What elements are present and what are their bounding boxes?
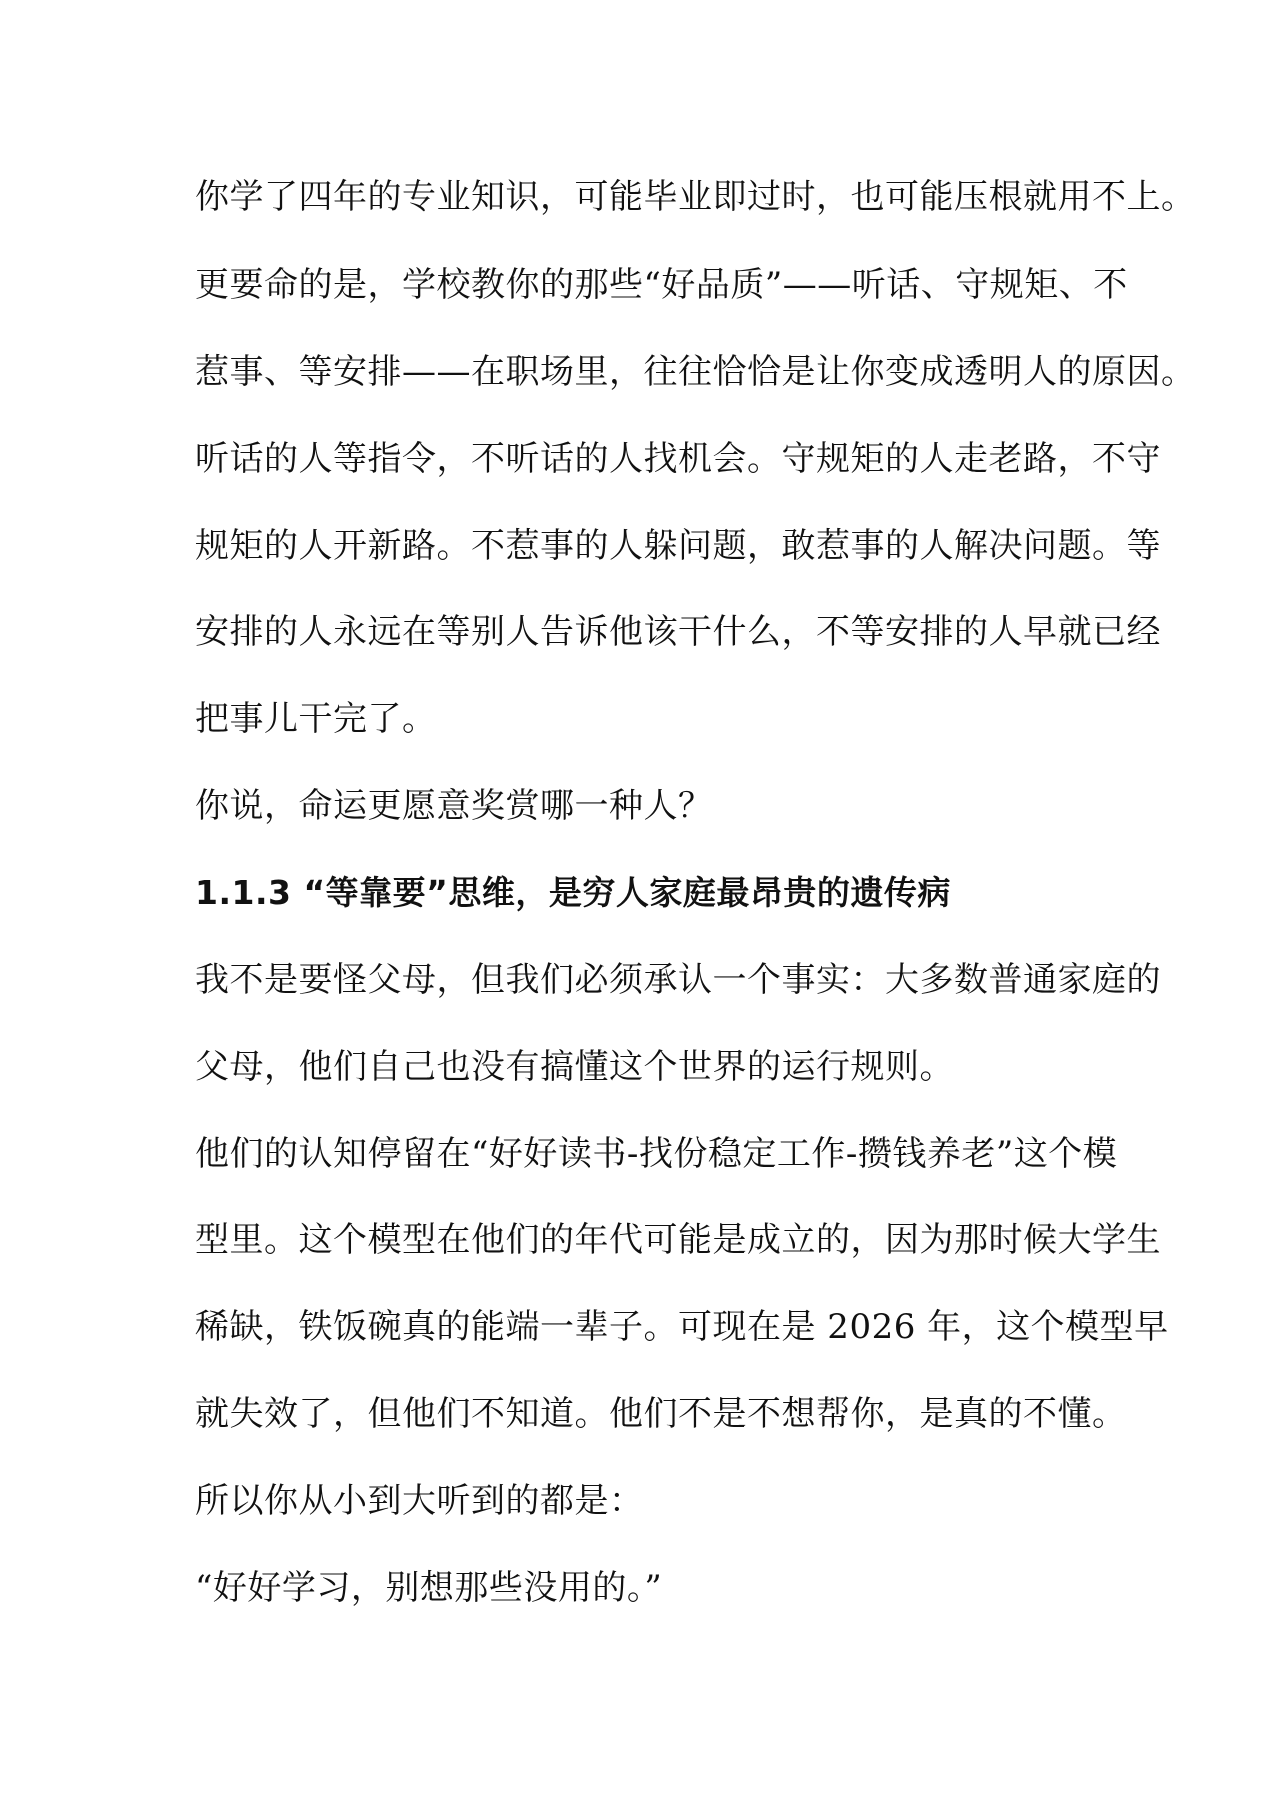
paragraph-line: 把事儿干完了。 <box>195 699 437 739</box>
paragraph-line: 就失效了，但他们不知道。他们不是不想帮你，是真的不懂。 <box>195 1394 1127 1434</box>
paragraph-line: 安排的人永远在等别人告诉他该干什么，不等安排的人早就已经 <box>195 612 1161 652</box>
paragraph-line: 听话的人等指令，不听话的人找机会。守规矩的人走老路，不守 <box>195 439 1161 479</box>
paragraph-line: 父母，他们自己也没有搞懂这个世界的运行规则。 <box>195 1047 954 1087</box>
paragraph-line: 你学了四年的专业知识，可能毕业即过时，也可能压根就用不上。 <box>195 177 1196 217</box>
section-heading: 1.1.3 “等靠要”思维，是穷人家庭最昂贵的遗传病 <box>195 873 951 912</box>
paragraph-line: 更要命的是，学校教你的那些“好品质”——听话、守规矩、不 <box>195 265 1128 305</box>
paragraph-line: 他们的认知停留在“好好读书-找份稳定工作-攒钱养老”这个模 <box>195 1134 1118 1174</box>
quote-line: “好好学习，别想那些没用的。” <box>195 1568 663 1608</box>
paragraph-line: 所以你从小到大听到的都是： <box>195 1481 644 1521</box>
paragraph-line: 型里。这个模型在他们的年代可能是成立的，因为那时候大学生 <box>195 1220 1161 1260</box>
paragraph-line: 你说，命运更愿意奖赏哪一种人？ <box>195 786 713 826</box>
paragraph-line: 惹事、等安排——在职场里，往往恰恰是让你变成透明人的原因。 <box>195 352 1196 392</box>
paragraph-line: 规矩的人开新路。不惹事的人躲问题，敢惹事的人解决问题。等 <box>195 526 1161 566</box>
paragraph-line: 稀缺，铁饭碗真的能端一辈子。可现在是 2026 年，这个模型早 <box>195 1307 1169 1347</box>
paragraph-line: 我不是要怪父母，但我们必须承认一个事实：大多数普通家庭的 <box>195 960 1161 1000</box>
